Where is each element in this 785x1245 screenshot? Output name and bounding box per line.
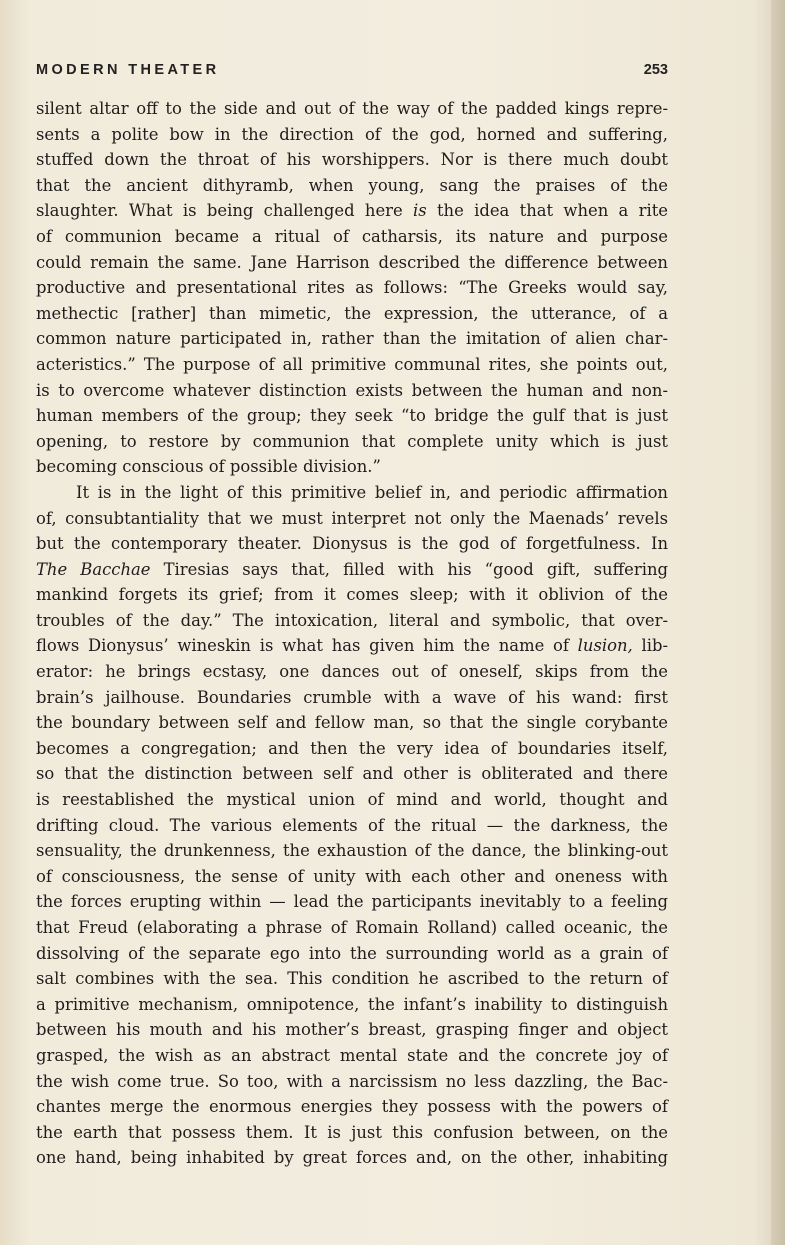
text-line: sensuality, the drunkenness, the exhaustion of the dance, the blinking-out: [36, 841, 668, 861]
body-text: [36, 96, 668, 1171]
text-line: the forces erupting within — lead the participants inevitably to a feeling: [36, 892, 668, 912]
page-edge-shadow: [771, 0, 785, 1245]
text-line: of consciousness, the sense of unity with each other and oneness with: [36, 866, 668, 886]
text-line: could remain the same. Jane Harrison described the difference between: [36, 252, 668, 272]
text-line: that the ancient dithyramb, when young, sang the praises of the: [36, 175, 668, 195]
text-line: of, consubtantiality that we must interpret not only the Maenads’ revels: [36, 508, 668, 528]
text-line: dissolving of the separate ego into the surrounding world as a grain of: [36, 943, 668, 963]
running-title: MODERN THEATER: [36, 62, 220, 78]
text-line: one hand, being inhabited by great forces and, on the other, inhabiting: [36, 1148, 668, 1168]
paragraph-end-line: becoming conscious of possible division.”: [36, 457, 381, 477]
text-line: between his mouth and his mother’s breast, grasping finger and object: [36, 1020, 668, 1040]
text-line: sents a polite bow in the direction of the god, horned and suffering,: [36, 124, 668, 144]
text-line: common nature participated in, rather than the imitation of alien char-: [36, 329, 668, 349]
text-line: the boundary between self and fellow man, so that the single corybante: [36, 713, 668, 733]
text-line: of communion became a ritual of catharsis, its nature and purpose: [36, 226, 668, 246]
text-line: grasped, the wish as an abstract mental state and the concrete joy of: [36, 1045, 668, 1065]
text-line: but the contemporary theater. Dionysus is the god of forgetfulness. In: [36, 534, 668, 554]
text-line: erator: he brings ecstasy, one dances out of oneself, skips from the: [36, 662, 668, 682]
text-line: The Bacchae Tiresias says that, filled with his “good gift, suffering: [36, 559, 669, 579]
text-line: a primitive mechanism, omnipotence, the infant’s inability to distinguish: [36, 994, 668, 1014]
text-line: human members of the group; they seek “to bridge the gulf that is just: [36, 406, 668, 426]
text-line: is reestablished the mystical union of mind and world, thought and: [36, 790, 668, 810]
text-line: drifting cloud. The various elements of the ritual — the darkness, the: [36, 815, 668, 835]
text-line: so that the distinction between self and other is obliterated and there: [36, 764, 668, 784]
paragraph-first-line: It is in the light of this primitive belief in, and periodic affirmation: [76, 482, 668, 502]
text-line: chantes merge the enormous energies they possess with the powers of: [36, 1097, 668, 1117]
text-line: the earth that possess them. It is just this confusion between, on the: [36, 1122, 668, 1142]
text-line: productive and presentational rites as follows: “The Greeks would say,: [36, 278, 668, 298]
text-line: troubles of the day.” The intoxication, literal and symbolic, that over-: [36, 610, 668, 630]
text-line: opening, to restore by communion that complete unity which is just: [36, 431, 668, 451]
text-line: the wish come true. So too, with a narcissism no less dazzling, the Bac-: [36, 1071, 668, 1091]
page-number: 253: [643, 62, 668, 78]
text-line: methectic [rather] than mimetic, the expression, the utterance, of a: [36, 303, 668, 323]
text-line: silent altar off to the side and out of the way of the padded kings repre-: [36, 99, 668, 118]
text-line: that Freud (elaborating a phrase of Romain Rolland) called oceanic, the: [36, 918, 668, 937]
text-line: is to overcome whatever distinction exists between the human and non-: [36, 380, 668, 400]
text-line: acteristics.” The purpose of all primitive communal rites, she points out,: [36, 354, 668, 374]
text-line: salt combines with the sea. This condition he ascribed to the return of: [36, 969, 668, 989]
text-line: slaughter. What is being challenged here is the idea that when a rite: [36, 201, 668, 221]
text-line: becomes a congregation; and then the very idea of boundaries itself,: [36, 738, 668, 758]
text-line: stuffed down the throat of his worshippers. Nor is there much doubt: [36, 150, 668, 170]
text-line: brain’s jailhouse. Boundaries crumble with a wave of his wand: first: [36, 687, 668, 707]
text-line: flows Dionysus’ wineskin is what has given him the name of lusion, lib-: [36, 636, 668, 656]
running-head: [36, 62, 668, 82]
text-line: mankind forgets its grief; from it comes sleep; with it oblivion of the: [36, 585, 668, 605]
